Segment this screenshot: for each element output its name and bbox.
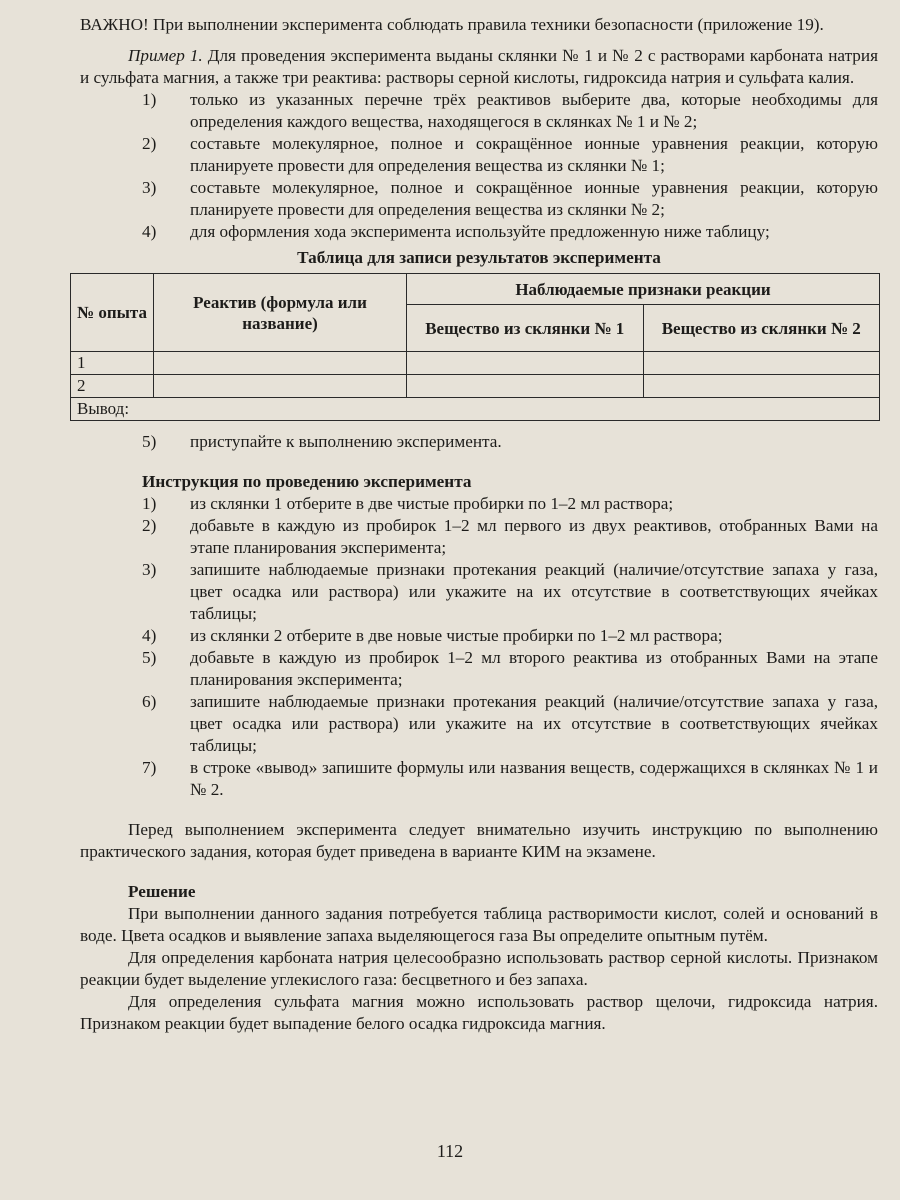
step-text: запишите наблюдаемые признаки протекания реакций (наличие/отсутствие запаха у газа, цвет осадка или раствора) или укажите на их отсутствие в соответствующих ячейках таблицы; — [190, 560, 878, 623]
row-number: 1 — [71, 352, 154, 375]
task-step — [80, 177, 878, 221]
header-flask-1: Вещество из склянки № 1 — [407, 305, 644, 352]
instruction-step — [80, 647, 878, 691]
task-step — [80, 431, 878, 453]
conclusion-cell[interactable]: Вывод: — [71, 398, 880, 421]
example-label: Пример 1. — [128, 46, 203, 65]
table-row — [71, 352, 880, 375]
step-number: 3) — [142, 178, 157, 197]
step-text: составьте молекулярное, полное и сокращённое ионные уравнения реакции, которую планируете провести для определения вещества из склянки № 1; — [190, 134, 878, 175]
table-header-row — [71, 274, 880, 305]
safety-note: ВАЖНО! При выполнении эксперимента соблюдать правила техники безопасности (приложение 19). — [80, 15, 824, 34]
step-number: 2) — [142, 134, 157, 153]
step-text: приступайте к выполнению эксперимента. — [190, 432, 502, 451]
example-text: Для проведения эксперимента выданы склянки № 1 и № 2 с растворами карбоната натрия и сульфата магния, а также три реактива: растворы серной кислоты, гидроксида натрия и сульфата калия. — [80, 46, 879, 87]
instruction-title: Инструкция по проведению эксперимента — [142, 472, 472, 491]
step-text: из склянки 1 отберите в две чистые пробирки по 1–2 мл раствора; — [190, 494, 674, 513]
header-reagent: Реактив (формула или название) — [154, 274, 407, 352]
step-text: только из указанных перечне трёх реактивов выберите два, которые необходимы для определения каждого вещества, находящегося в склянках № 1 и № 2; — [190, 90, 878, 131]
task-step — [80, 133, 878, 177]
step-number: 2) — [142, 516, 157, 535]
step-text: запишите наблюдаемые признаки протекания реакций (наличие/отсутствие запаха у газа, цвет осадка или раствора) или укажите на их отсутствие в соответствующих ячейках таблицы; — [190, 692, 878, 755]
step-text: составьте молекулярное, полное и сокращённое ионные уравнения реакции, которую планируете провести для определения вещества из склянки № 2; — [190, 178, 878, 219]
solution-title: Решение — [128, 882, 196, 901]
instruction-steps — [80, 493, 878, 801]
step-number: 5) — [142, 432, 157, 451]
header-experiment-number: № опыта — [71, 274, 154, 352]
task-step — [80, 89, 878, 133]
step-text: из склянки 2 отберите в две новые чистые пробирки по 1–2 мл раствора; — [190, 626, 723, 645]
step-text: добавьте в каждую из пробирок 1–2 мл второго реактива из отобранных Вами на этапе планирования эксперимента; — [190, 648, 878, 689]
example-paragraph — [80, 45, 878, 89]
solution-paragraph-3: Для определения сульфата магния можно использовать раствор щелочи, гидроксида натрия. Признаком реакции будет выпадение белого осадка гидроксида магния. — [80, 992, 878, 1033]
instruction-note: Перед выполнением эксперимента следует внимательно изучить инструкцию по выполнению практического задания, которая будет приведена в варианте КИМ на экзамене. — [80, 820, 878, 861]
flask-1-cell[interactable] — [407, 352, 644, 375]
instruction-step — [80, 691, 878, 757]
results-table — [70, 273, 880, 421]
step-number: 1) — [142, 90, 157, 109]
step-number: 4) — [142, 626, 157, 645]
step-number: 5) — [142, 648, 157, 667]
instruction-step — [80, 515, 878, 559]
instruction-step — [80, 757, 878, 801]
flask-1-cell[interactable] — [407, 375, 644, 398]
step-text: добавьте в каждую из пробирок 1–2 мл первого из двух реактивов, отобранных Вами на этапе планирования эксперимента; — [190, 516, 878, 557]
instruction-step — [80, 559, 878, 625]
step-number: 3) — [142, 560, 157, 579]
step-text: в строке «вывод» запишите формулы или названия веществ, содержащихся в склянках № 1 и № 2. — [190, 758, 878, 799]
step-number: 6) — [142, 692, 157, 711]
instruction-step — [80, 493, 878, 515]
step-number: 4) — [142, 222, 157, 241]
reagent-cell[interactable] — [154, 375, 407, 398]
solution-paragraph-2: Для определения карбоната натрия целесообразно использовать раствор серной кислоты. Признаком реакции будет выделение углекислого газа: бесцветного и без запаха. — [80, 948, 878, 989]
page-number: 112 — [436, 1141, 464, 1161]
reagent-cell[interactable] — [154, 352, 407, 375]
conclusion-row — [71, 398, 880, 421]
table-title: Таблица для записи результатов эксперимента — [297, 248, 661, 267]
header-observed-signs: Наблюдаемые признаки реакции — [407, 274, 880, 305]
solution-paragraph-1: При выполнении данного задания потребуется таблица растворимости кислот, солей и оснований в воде. Цвета осадков и выявление запаха выделяющегося газа Вы определите опытным путём. — [80, 904, 878, 945]
table-row — [71, 375, 880, 398]
step-text: для оформления хода эксперимента используйте предложенную ниже таблицу; — [190, 222, 770, 241]
instruction-step — [80, 625, 878, 647]
flask-2-cell[interactable] — [643, 352, 880, 375]
task-step — [80, 221, 878, 243]
step-number: 7) — [142, 758, 157, 777]
task-steps — [80, 89, 878, 243]
header-flask-2: Вещество из склянки № 2 — [643, 305, 880, 352]
row-number: 2 — [71, 375, 154, 398]
step-number: 1) — [142, 494, 157, 513]
flask-2-cell[interactable] — [643, 375, 880, 398]
